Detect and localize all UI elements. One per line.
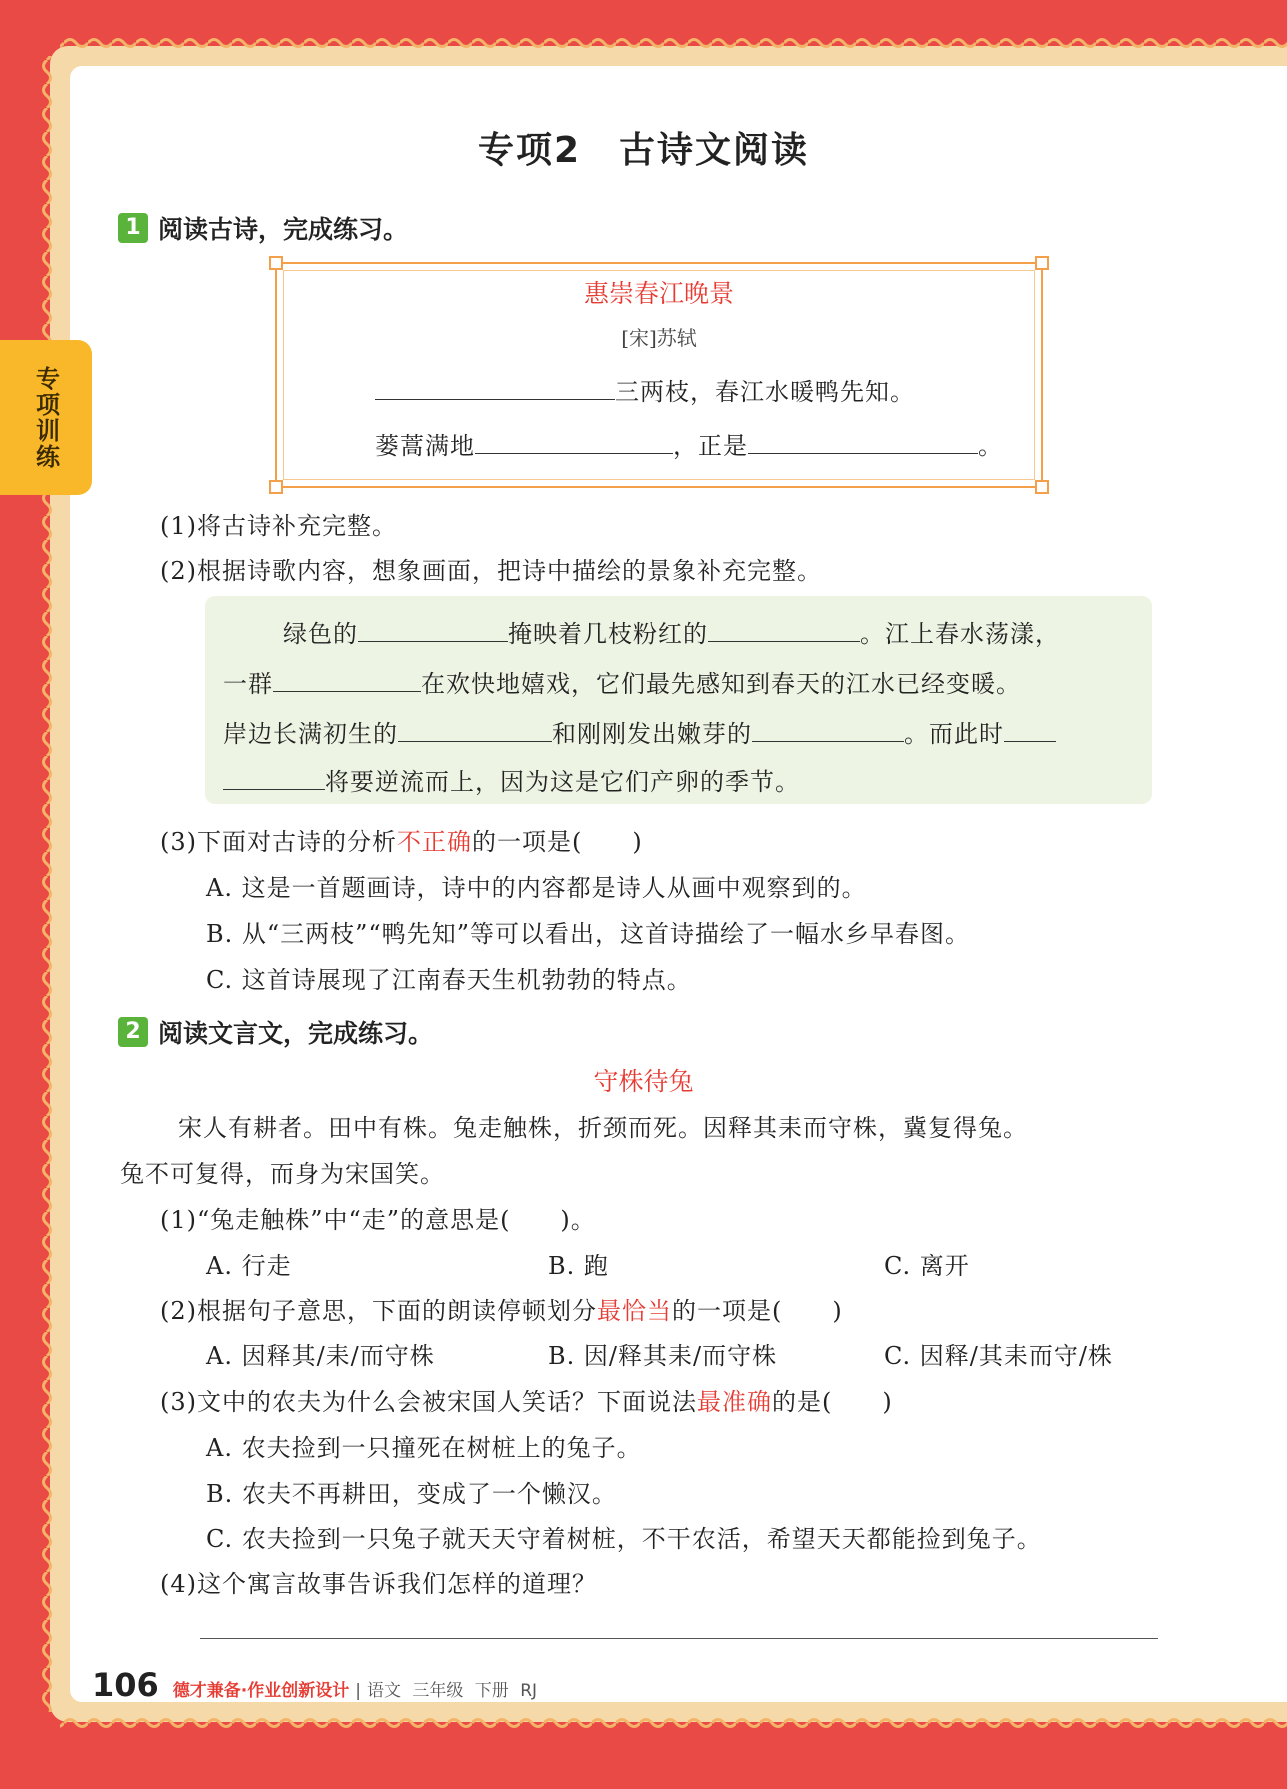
scene-line2: 一群 在欢快地嬉戏，它们最先感知到春天的江水已经变暖。 <box>223 670 1021 698</box>
poem-blank-2[interactable] <box>475 430 673 454</box>
footer-separator: | <box>355 1681 361 1701</box>
section2-heading <box>118 1014 433 1050</box>
s2-q3-option-c: C. 农夫捡到一只兔子就天天守着树桩，不干农活，希望天天都能捡到兔子。 <box>206 1525 1042 1553</box>
side-tab-label: 专项训练 <box>31 365 60 470</box>
poem-line2-c: 。 <box>978 432 1003 460</box>
page-number: 106 <box>92 1666 159 1704</box>
scene-blank-6b[interactable] <box>223 766 325 790</box>
section2-heading-text: 阅读文言文，完成练习。 <box>158 1019 434 1048</box>
s1-q3-emphasis: 不正确 <box>397 828 472 856</box>
poem-line2 <box>375 426 1003 461</box>
poem-line1-text: 三两枝，春江水暖鸭先知。 <box>615 378 915 406</box>
section2-number: 2 <box>118 1017 148 1047</box>
scene-blank-6a[interactable] <box>1004 718 1056 742</box>
s1-question-3: (3)下面对古诗的分析不正确的一项是( ) <box>160 828 643 856</box>
s2-question-3: (3)文中的农夫为什么会被宋国人笑话？下面说法最准确的是( ) <box>160 1388 893 1416</box>
s1-question-1: (1)将古诗补充完整。 <box>160 512 397 540</box>
s2-q2-option-b: B. 因/释其耒/而守株 <box>548 1342 778 1370</box>
s2-q2-option-a: A. 因释其/耒/而守株 <box>206 1342 435 1370</box>
side-tab <box>0 340 92 495</box>
s2-q1-option-b: B. 跑 <box>548 1252 609 1280</box>
poem-title: 惠崇春江晚景 <box>583 279 734 308</box>
s2-q3-emphasis: 最准确 <box>697 1388 772 1416</box>
s1-q3-option-b: B. 从“三两枝”“鸭先知”等可以看出，这首诗描绘了一幅水乡早春图。 <box>206 920 970 948</box>
s2-question-2: (2)根据句子意思，下面的朗读停顿划分最恰当的一项是( ) <box>160 1297 843 1325</box>
scene-blank-5[interactable] <box>752 718 904 742</box>
poem-box <box>275 262 1043 488</box>
title-part1: 专项2 <box>477 130 582 171</box>
section1-heading-text: 阅读古诗，完成练习。 <box>158 215 409 244</box>
poem-blank-1[interactable] <box>375 376 615 400</box>
footer-brand: 德才兼备·作业创新设计 <box>172 1681 350 1701</box>
section1-heading <box>118 210 408 246</box>
scene-line1: 绿色的 掩映着几枝粉红的 。江上春水荡漾， <box>283 620 1060 648</box>
poem-line2-b: ，正是 <box>673 432 748 460</box>
s2-q1-option-c: C. 离开 <box>884 1252 970 1280</box>
section1-number: 1 <box>118 213 148 243</box>
fable-title: 守株待兔 <box>593 1067 694 1096</box>
poem-blank-3[interactable] <box>748 430 978 454</box>
scene-line4: 将要逆流而上，因为这是它们产卵的季节。 <box>223 762 800 797</box>
page-title <box>0 122 1287 173</box>
s2-question-1: (1)“兔走触株”中“走”的意思是( )。 <box>160 1206 596 1234</box>
page-footer <box>92 1666 537 1704</box>
scene-blank-4[interactable] <box>398 718 552 742</box>
scene-line3: 岸边长满初生的 和刚刚发出嫩芽的 。而此时 <box>223 714 1056 749</box>
fable-text-line1: 宋人有耕者。田中有株。兔走触株，折颈而死。因释其耒而守株，冀复得兔。 <box>178 1114 1028 1142</box>
s2-question-4: (4)这个寓言故事告诉我们怎样的道理？ <box>160 1570 597 1598</box>
poem-line1 <box>375 372 915 407</box>
s2-q1-option-a: A. 行走 <box>206 1252 292 1280</box>
s2-q2-emphasis: 最恰当 <box>597 1297 672 1325</box>
poem-line2-a: 蒌蒿满地 <box>375 432 475 460</box>
s1-q3-option-a: A. 这是一首题画诗，诗中的内容都是诗人从画中观察到的。 <box>206 874 867 902</box>
s2-q3-option-b: B. 农夫不再耕田，变成了一个懒汉。 <box>206 1480 617 1508</box>
s1-q3-option-c: C. 这首诗展现了江南春天生机勃勃的特点。 <box>206 966 692 994</box>
fable-text-line2: 兔不可复得，而身为宋国笑。 <box>120 1160 445 1188</box>
title-part2: 古诗文阅读 <box>619 130 810 171</box>
scene-box <box>205 596 1152 804</box>
answer-line[interactable] <box>200 1638 1158 1639</box>
s2-q2-option-c: C. 因释/其耒而守/株 <box>884 1342 1113 1370</box>
poem-author: [宋]苏轼 <box>621 326 697 350</box>
scene-blank-1[interactable] <box>358 618 508 642</box>
s2-q3-option-a: A. 农夫捡到一只撞死在树桩上的兔子。 <box>206 1434 642 1462</box>
scene-blank-3[interactable] <box>273 668 421 692</box>
footer-book-info: 语文 三年级 下册 RJ <box>367 1681 538 1701</box>
scene-blank-2[interactable] <box>708 618 860 642</box>
s1-question-2: (2)根据诗歌内容，想象画面，把诗中描绘的景象补充完整。 <box>160 557 822 585</box>
